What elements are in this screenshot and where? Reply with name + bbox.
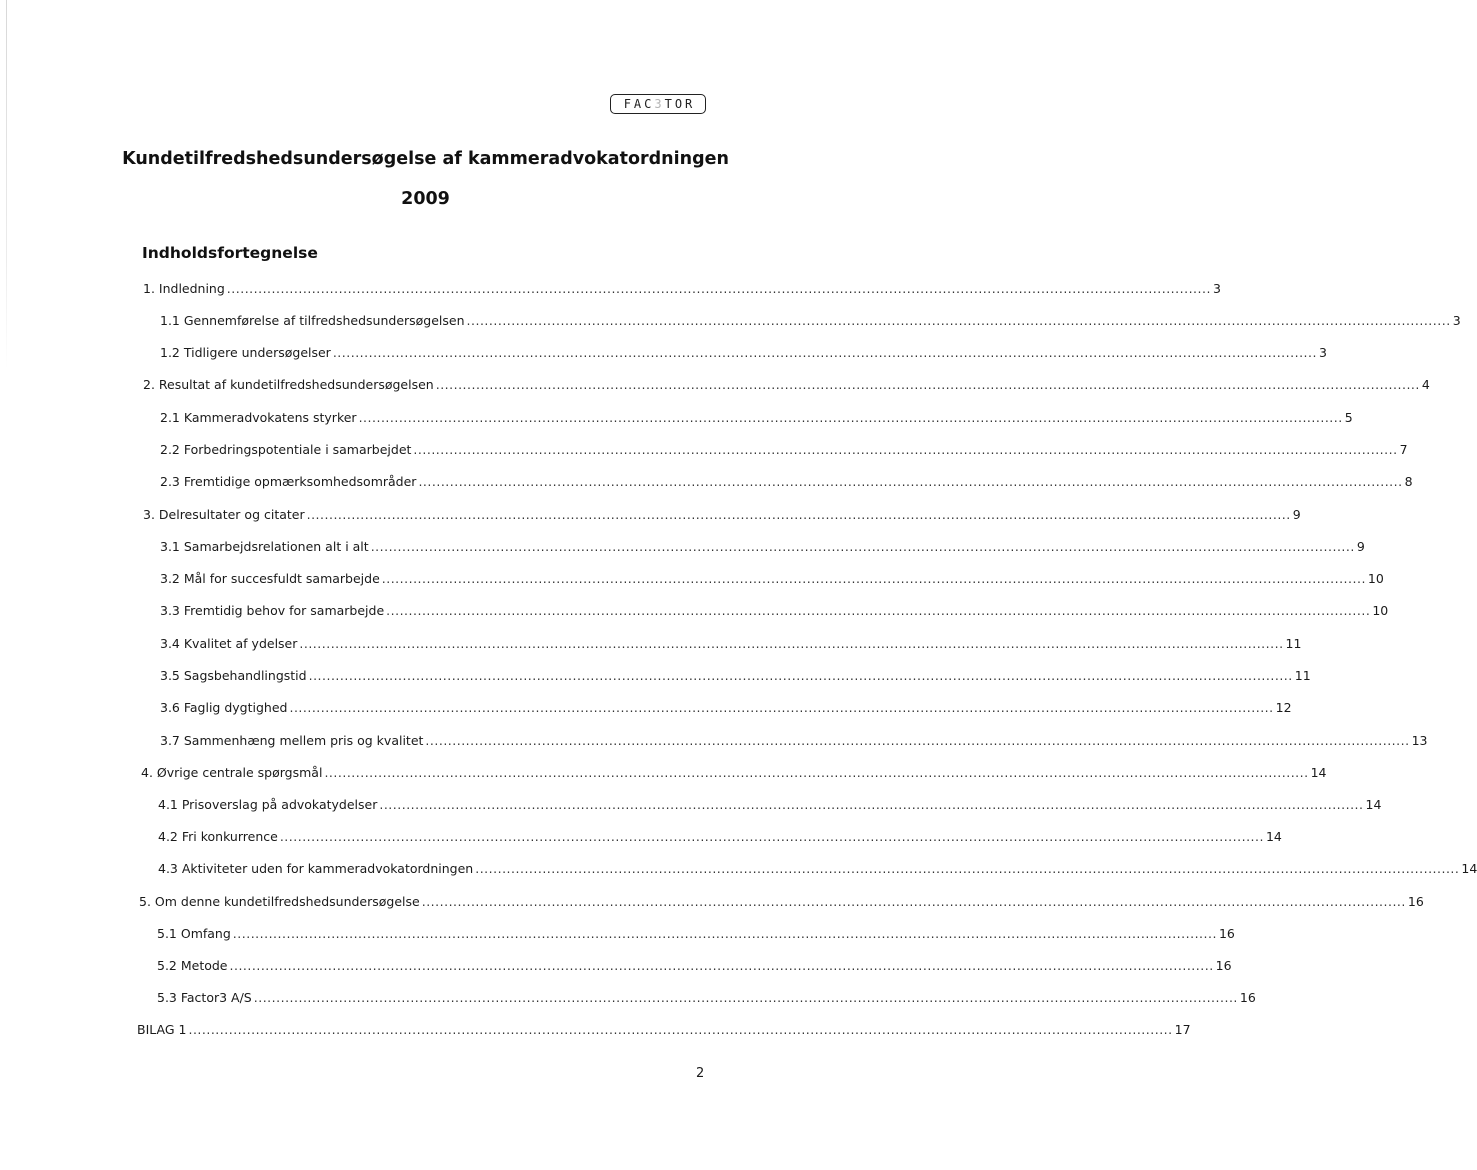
toc-entry[interactable]	[0, 733, 1428, 751]
toc-entry[interactable]	[0, 442, 1408, 460]
toc-entry-page: 9	[1292, 507, 1301, 522]
toc-entry-label: 3.3 Fremtidig behov for samarbejde	[160, 603, 385, 618]
toc-entry-page: 3	[1212, 281, 1221, 296]
page-number: 2	[696, 1066, 705, 1081]
toc-entry[interactable]	[0, 603, 1389, 621]
toc-entry-page: 16	[1239, 990, 1256, 1005]
toc-leader: ............................................................................................................................................................................................................................	[232, 926, 1217, 941]
toc-entry[interactable]	[0, 990, 1256, 1008]
toc-leader: ............................................................................................................................................................................................................................	[418, 474, 1403, 489]
toc-entry-page: 7	[1399, 442, 1408, 457]
toc-leader: ............................................................................................................................................................................................................................	[386, 603, 1371, 618]
toc-entry[interactable]	[0, 797, 1382, 815]
toc-leader: ............................................................................................................................................................................................................................	[308, 668, 1293, 683]
toc-entry-page: 16	[1215, 958, 1232, 973]
document-title: Kundetilfredshedsundersøgelse af kammeradvokatordningen	[122, 149, 729, 169]
toc-entry-label: 2.1 Kammeradvokatens styrker	[160, 410, 357, 425]
toc-entry-page: 14	[1265, 829, 1282, 844]
toc-leader: ............................................................................................................................................................................................................................	[229, 958, 1214, 973]
toc-entry-page: 16	[1407, 894, 1424, 909]
toc-entry-page: 3	[1318, 345, 1327, 360]
toc-entry-label: 3.5 Sagsbehandlingstid	[160, 668, 307, 683]
toc-leader: ............................................................................................................................................................................................................................	[332, 345, 1317, 360]
toc-entry[interactable]	[0, 474, 1413, 492]
toc-entry[interactable]	[0, 958, 1232, 976]
toc-entry-label: 3. Delresultater og citater	[143, 507, 305, 522]
toc-entry-label: 1.1 Gennemførelse af tilfredshedsundersøgelsen	[160, 313, 465, 328]
toc-leader: ............................................................................................................................................................................................................................	[381, 571, 1366, 586]
toc-entry-page: 10	[1367, 571, 1384, 586]
toc-entry-page: 11	[1294, 668, 1311, 683]
toc-leader: ............................................................................................................................................................................................................................	[421, 894, 1406, 909]
toc-entry-label: BILAG 1	[137, 1022, 187, 1037]
toc-entry-label: 2. Resultat af kundetilfredshedsundersøgelsen	[143, 377, 434, 392]
toc-leader: ............................................................................................................................................................................................................................	[435, 377, 1420, 392]
toc-leader: ............................................................................................................................................................................................................................	[413, 442, 1398, 457]
toc-entry-page: 5	[1344, 410, 1353, 425]
document-year: 2009	[401, 189, 450, 209]
toc-leader: ............................................................................................................................................................................................................................	[299, 636, 1284, 651]
toc-entry-page: 14	[1365, 797, 1382, 812]
toc-entry-label: 3.2 Mål for succesfuldt samarbejde	[160, 571, 380, 586]
toc-entry-page: 9	[1356, 539, 1365, 554]
toc-entry-page: 12	[1275, 700, 1292, 715]
toc-leader: ............................................................................................................................................................................................................................	[475, 861, 1460, 876]
toc-entry[interactable]	[0, 700, 1292, 718]
toc-entry-label: 1. Indledning	[143, 281, 225, 296]
toc-entry-label: 2.2 Forbedringspotentiale i samarbejdet	[160, 442, 412, 457]
toc-entry[interactable]	[0, 410, 1353, 428]
toc-entry-page: 3	[1452, 313, 1461, 328]
toc-entry[interactable]	[0, 281, 1221, 299]
toc-leader: ............................................................................................................................................................................................................................	[358, 410, 1343, 425]
toc-entry[interactable]	[0, 829, 1282, 847]
toc-entry-page: 13	[1411, 733, 1428, 748]
toc-entry-label: 5.3 Factor3 A/S	[157, 990, 252, 1005]
toc-entry-label: 3.7 Sammenhæng mellem pris og kvalitet	[160, 733, 424, 748]
toc-leader: ............................................................................................................................................................................................................................	[370, 539, 1355, 554]
toc-entry-label: 3.6 Faglig dygtighed	[160, 700, 288, 715]
toc-entry[interactable]	[0, 539, 1365, 557]
toc-entry-label: 4.3 Aktiviteter uden for kammeradvokatordningen	[158, 861, 474, 876]
toc-leader: ............................................................................................................................................................................................................................	[324, 765, 1309, 780]
toc-entry-label: 1.2 Tidligere undersøgelser	[160, 345, 331, 360]
toc-entry-page: 14	[1310, 765, 1327, 780]
logo-text-post: TOR	[664, 97, 696, 111]
toc-entry-page: 16	[1218, 926, 1235, 941]
toc-entry-label: 5.2 Metode	[157, 958, 228, 973]
toc-entry-label: 4. Øvrige centrale spørgsmål	[141, 765, 323, 780]
toc-leader: ............................................................................................................................................................................................................................	[379, 797, 1364, 812]
toc-entry-label: 2.3 Fremtidige opmærksomhedsområder	[160, 474, 417, 489]
logo-text-3: 3	[654, 97, 665, 111]
toc-entry-label: 3.1 Samarbejdsrelationen alt i alt	[160, 539, 369, 554]
toc-leader: ............................................................................................................................................................................................................................	[188, 1022, 1173, 1037]
toc-entry-page: 17	[1174, 1022, 1191, 1037]
toc-leader: ............................................................................................................................................................................................................................	[279, 829, 1264, 844]
toc-entry-page: 8	[1404, 474, 1413, 489]
toc-entry[interactable]	[0, 571, 1384, 589]
toc-entry[interactable]	[0, 765, 1327, 783]
toc-entry[interactable]	[0, 926, 1235, 944]
toc-leader: ............................................................................................................................................................................................................................	[425, 733, 1410, 748]
toc-entry-label: 3.4 Kvalitet af ydelser	[160, 636, 298, 651]
toc-entry[interactable]	[0, 1022, 1191, 1040]
toc-entry-page: 10	[1372, 603, 1389, 618]
toc-leader: ............................................................................................................................................................................................................................	[466, 313, 1451, 328]
toc-leader: ............................................................................................................................................................................................................................	[306, 507, 1291, 522]
toc-entry-label: 5. Om denne kundetilfredshedsundersøgelse	[139, 894, 420, 909]
toc-entry[interactable]	[0, 313, 1461, 331]
toc-entry-page: 14	[1461, 861, 1477, 876]
toc-entry[interactable]	[0, 345, 1327, 363]
toc-entry[interactable]	[0, 894, 1424, 912]
factor3-logo	[610, 94, 706, 114]
toc-leader: ............................................................................................................................................................................................................................	[253, 990, 1238, 1005]
toc-entry[interactable]	[0, 636, 1302, 654]
toc-leader: ............................................................................................................................................................................................................................	[289, 700, 1274, 715]
toc-heading: Indholdsfortegnelse	[142, 244, 318, 262]
toc-entry[interactable]	[0, 668, 1311, 686]
toc-leader: ............................................................................................................................................................................................................................	[226, 281, 1211, 296]
toc-entry-page: 4	[1421, 377, 1430, 392]
toc-entry-label: 4.1 Prisoverslag på advokatydelser	[158, 797, 378, 812]
toc-entry[interactable]	[0, 861, 1477, 879]
toc-entry-page: 11	[1285, 636, 1302, 651]
toc-entry-label: 5.1 Omfang	[157, 926, 231, 941]
toc-entry[interactable]	[0, 377, 1430, 395]
logo-text-pre: FAC	[623, 97, 655, 111]
toc-entry[interactable]	[0, 507, 1301, 525]
toc-entry-label: 4.2 Fri konkurrence	[158, 829, 278, 844]
